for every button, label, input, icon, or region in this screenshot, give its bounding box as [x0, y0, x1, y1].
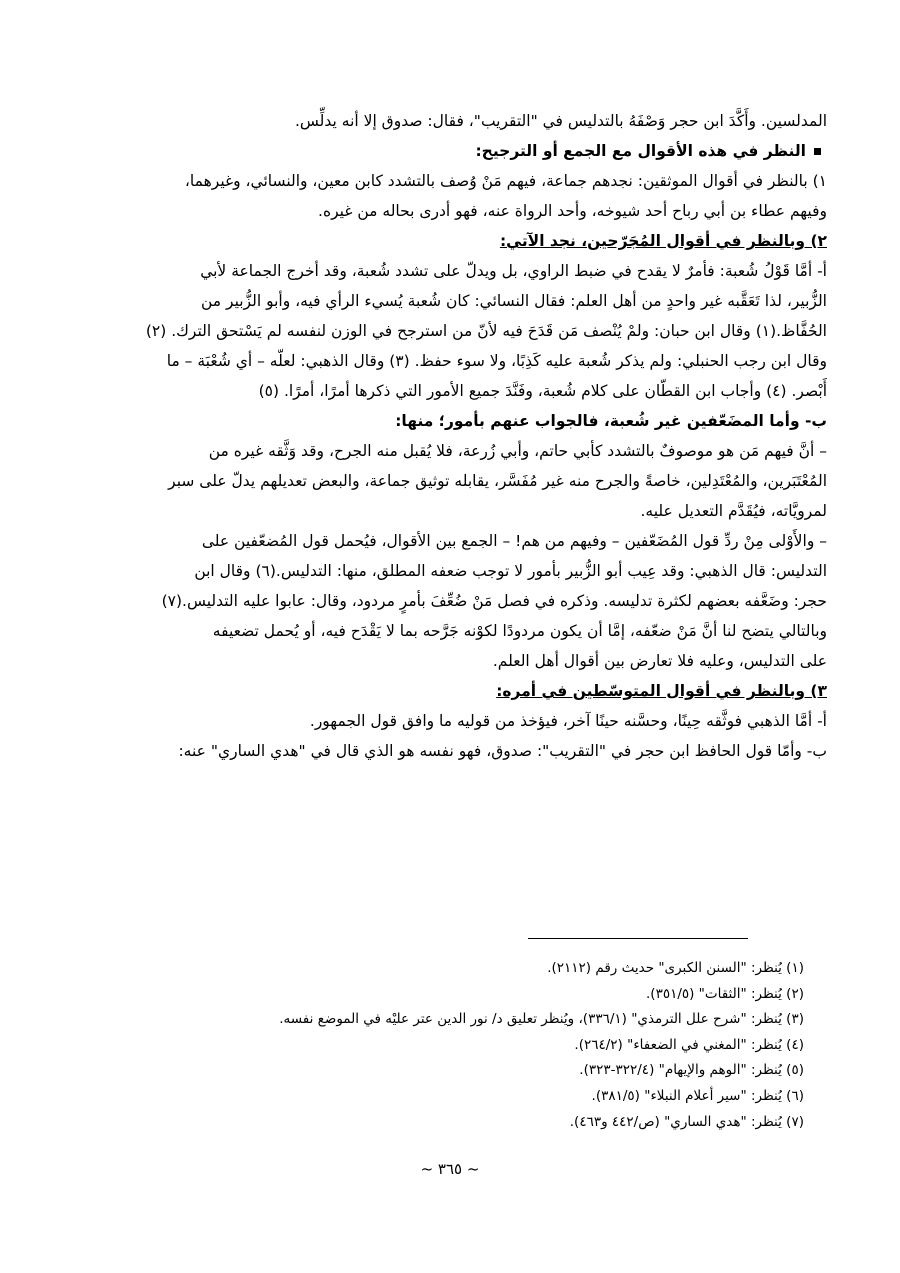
footnote: (٢) يُنظر: "الثقات" (٣٥١/٥).: [646, 985, 804, 1002]
text-line: المُعْتَبَرين، والمُعْتَدِلين، خاصةً والجرح منه غير مُفَسَّر، يقابله توثيق جماعة، والبعض تعديلهم يدلّ على سبر: [168, 472, 827, 490]
subsection-heading: ٢) وبالنظر في أقوال المُجَرّحين، نجد الآتي:: [499, 232, 827, 250]
footnote: (٣) يُنظر: "شرح علل الترمذي" (٣٣٦/١)، ويُنظر تعليق د/ نور الدين عتر عليْه في الموضع نفسه.: [279, 1011, 804, 1028]
text-line: حجر: وضَعَّفه بعضهم لكثرة تدليسه. وذكره في فصل مَنْ ضُعِّفَ بأمرٍ مردود، وقال: عابوا عليه التدليس.(٧): [161, 592, 827, 610]
text-line: أَبْصر. (٤) وأجاب ابن القطّان على كلام شُعبة، وفَنَّدَ جميع الأمور التي ذكرها أمرًا، أمرًا. (٥): [258, 382, 827, 400]
text-line: وبالتالي يتضح لنا أنَّ مَنْ ضعّفه، إمَّا أن يكون مردودًا لكوْنه جَرَّحه بما لا يَقْدَح فيه، أو يُحمل تضعيفه: [212, 622, 827, 640]
subsection-heading: ب- وأما المضَعّفين غير شُعبة، فالجواب عنهم بأمور؛ منها:: [395, 412, 827, 430]
text-line: – والأَوْلى مِنْ ردِّ قول المُضَعّفين – وفيهم من هم! – الجمع بين الأقوال، فيُحمل قول المُضعّفين على: [201, 532, 827, 550]
text-line: أ- أمَّا قَوْلُ شُعبة: فأمرٌ لا يقدح في ضبط الراوي، بل ويدلّ على تشدد شُعبة، وقد أخرج الجماعة لأبي: [200, 262, 827, 280]
text-line: التدليس: قال الذهبي: وقد عِيب أبو الزُّبير بأمور لا توجب ضعفه المطلق، منها: التدليس.(٦) وقال ابن: [194, 562, 827, 580]
footnote: (٧) يُنظر: "هدي الساري" (ص/٤٤٢ و٤٦٣).: [569, 1113, 804, 1130]
text-line: أ- أمَّا الذهبي فوثَّقه حِينًا، وحسَّنه حينًا آخر، فيؤخذ من قوليه ما وافق قول الجمهور.: [309, 712, 827, 730]
footnote: (٦) يُنظر: "سير أعلام النبلاء" (٣٨١/٥).: [591, 1087, 804, 1104]
footnote: (١) يُنظر: "السنن الكبرى" حديث رقم (٢١١٢).: [547, 960, 804, 976]
text-line: على التدليس، وعليه فلا تعارض بين أقوال أهل العلم.: [492, 652, 827, 670]
subsection-heading: ٣) وبالنظر في أقوال المتوسّطين في أمره:: [496, 682, 827, 700]
text-line: وفيهم عطاء بن أبي رباح أحد شيوخه، وأحد الرواة عنه، فهو أدرى بحاله من غيره.: [318, 202, 827, 220]
section-heading-text: النظر في هذه الأقوال مع الجمع أو الترجيح:: [475, 142, 806, 160]
text-line: الزُّبير، لذا تَعَقَّبه غير واحدٍ من أهل العلم: فقال النسائي: كان شُعبة يُسيء الرأي فيه، وأبو الزُّبير من: [200, 292, 827, 310]
text-line: وقال ابن رجب الحنبلي: ولم يذكر شُعبة عليه كَذِبًا، ولا سوء حفظ. (٣) وقال الذهبي: لعلّه – أي شُعْبَة – ما: [166, 352, 827, 370]
section-heading: [75, 136, 827, 166]
body-text: [75, 106, 827, 766]
square-bullet-icon: [814, 148, 821, 155]
text-line: لمرويَّاته، فيُقَدَّم التعديل عليه.: [640, 502, 827, 520]
text-line: – أنَّ فيهم مَن هو موصوفٌ بالتشدد كأبي حاتم، وأبي زُرعة، فلا يُقبل منه الجرح، وقد وَثَّقه غيره من: [208, 442, 827, 460]
footnote-separator: [528, 938, 748, 939]
footnote: (٥) يُنظر: "الوهم والإيهام" (٣٢٢/٤-٣٢٣).: [579, 1062, 804, 1079]
text-line: ١) بالنظر في أقوال الموثقين: نجدهم جماعة، فيهم مَنْ وُصف بالتشدد كابن معين، والنسائي، وغيرهما،: [184, 172, 827, 190]
footnote: (٤) يُنظر: "المغني في الضعفاء" (٢٦٤/٢).: [574, 1036, 804, 1053]
text-line: المدلسين. وأَكَّدَ ابن حجر وَصْفَهُ بالتدليس في "التقريب"، فقال: صدوق إلا أنه يدلِّس.: [294, 112, 827, 130]
text-line: ب- وأمّا قول الحافظ ابن حجر في "التقريب": صدوق، فهو نفسه هو الذي قال في "هدي الساري" عنه:: [178, 742, 827, 760]
text-line: الحُفَّاظ.(١) وقال ابن حبان: ولمْ يُنْصف مَن قَدَحَ فيه لأنّ من استرجح في الوزن لنفسه لم يَسْتحق الترك. (٢): [145, 322, 827, 340]
footnotes: [124, 956, 804, 1135]
page-number: ~ ٣٦٥ ~: [420, 1160, 480, 1178]
